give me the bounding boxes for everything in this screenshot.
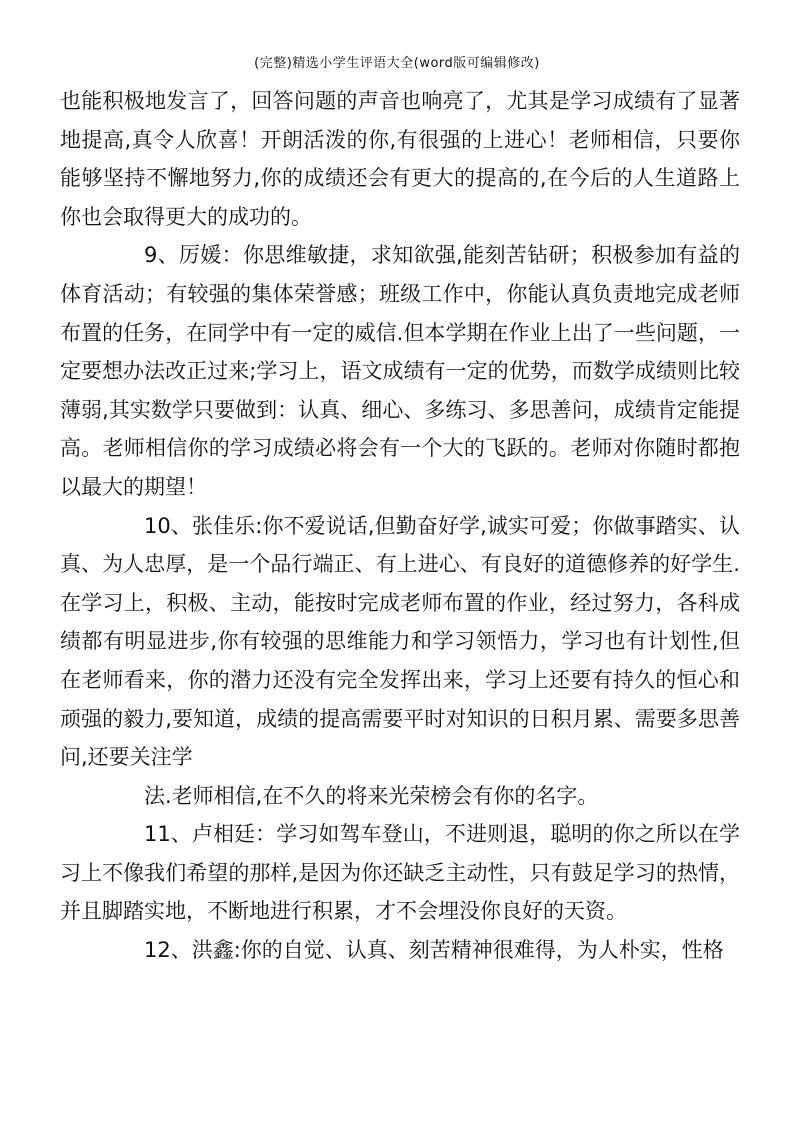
paragraph-comment-9: 9、厉媛：你思维敏捷，求知欲强,能刻苦钻研；积极参加有益的体育活动；有较强的集体荣誉感；班级工作中，你能认真负责地完成老师布置的任务，在同学中有一定的威信.但本学期在作业上出了一些问题，一定要想办法改正过来;学习上，语文成绩有一定的优势，而数学成绩则比较薄弱,其实数学只要做到：认真、细心、多练习、多思善问，成绩肯定能提高。老师相信你的学习成绩必将会有一个大的飞跃的。老师对你随时都抱以最大的期望！: [60, 243, 740, 499]
paragraph-comment-12: 12、洪鑫:你的自觉、认真、刻苦精神很难得，为人朴实，性格: [144, 938, 724, 963]
paragraph-comment-10: 10、张佳乐:你不爱说话,但勤奋好学,诚实可爱；你做事踏实、认真、为人忠厚，是一个品行端正、有上进心、有良好的道德修养的好学生.在学习上，积极、主动，能按时完成老师布置的作业，经过努力，各科成绩都有明显进步,你有较强的思维能力和学习领悟力，学习也有计划性,但在老师看来，你的潜力还没有完全发挥出来，学习上还要有持久的恒心和顽强的毅力,要知道，成绩的提高需要平时对知识的日积月累、需要多思善问,还要关注学: [60, 513, 740, 770]
document-body: [60, 82, 740, 970]
paragraph-comment-10-tail: 法.老师相信,在不久的将来光荣榜会有你的名字。: [144, 783, 599, 808]
page-header: (完整)精选小学生评语大全(word版可编辑修改): [254, 56, 540, 71]
paragraph-continuation: 也能积极地发言了，回答问题的声音也响亮了，尤其是学习成绩有了显著地提高,真令人欣喜！开朗活泼的你,有很强的上进心！老师相信，只要你能够坚持不懈地努力,你的成绩还会有更大的提高的,在今后的人生道路上你也会取得更大的成功的。: [60, 89, 740, 229]
paragraph-comment-11: 11、卢相廷：学习如驾车登山，不进则退，聪明的你之所以在学习上不像我们希望的那样,是因为你还缺乏主动性，只有鼓足学习的热情，并且脚踏实地，不断地进行积累，才不会埋没你良好的天资。: [60, 822, 740, 924]
